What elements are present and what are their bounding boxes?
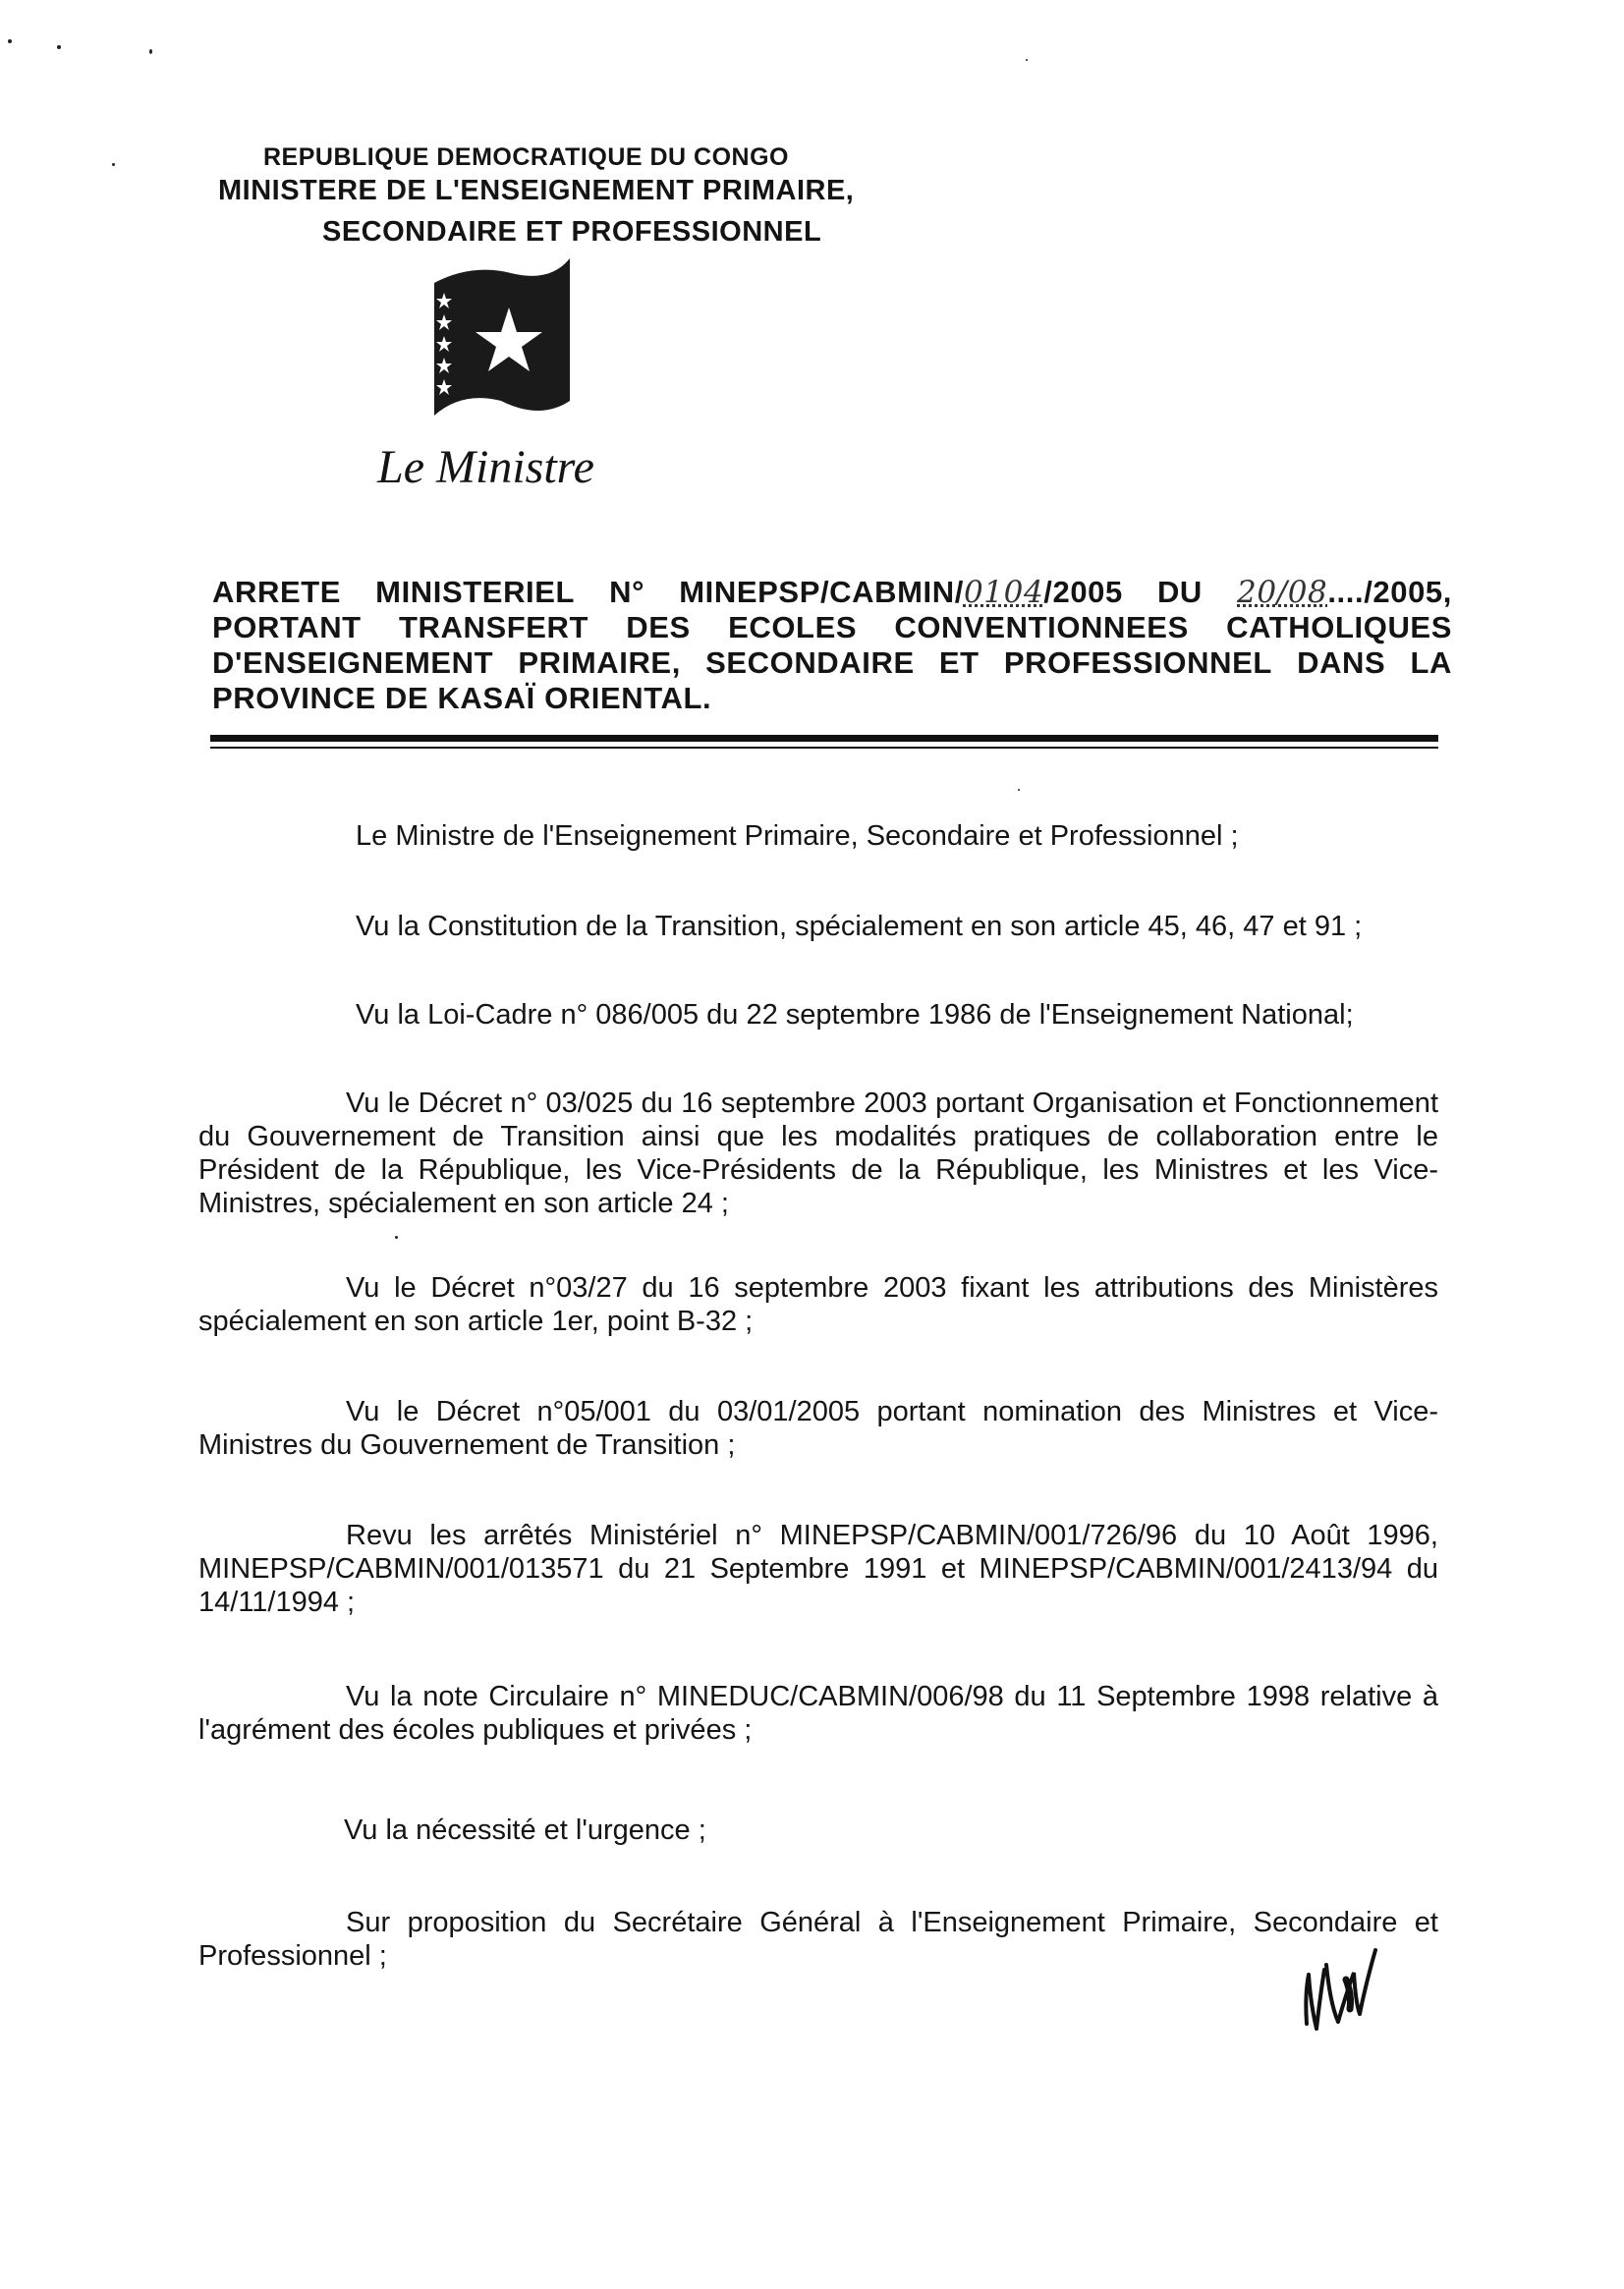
title-word: TRANSFERT (398, 610, 589, 644)
header-ministry: MINISTERE DE L'ENSEIGNEMENT PRIMAIRE, (218, 175, 855, 206)
decree-reference: MINEPSP/CABMIN/0104/2005 (679, 575, 1123, 610)
paragraph-minister: Le Ministre de l'Enseignement Primaire, Secondaire et Professionnel ; (356, 820, 1239, 852)
divider (210, 735, 1438, 742)
title-word: CATHOLIQUES (1226, 610, 1452, 644)
title-word: ET (938, 645, 980, 680)
divider (210, 747, 1438, 749)
paragraph-arretes: Revu les arrêtés Ministériel n° MINEPSP/CABMIN/001/726/96 du 10 Août 1996, MINEPSP/CABMIN/001/013571 du 21 Septembre 1991 et MINEPSP/CABMIN/001/2413/94 du 14/11/1994 ; (198, 1520, 1438, 1618)
title-word: DU (1156, 575, 1203, 609)
title-word: N° (609, 575, 645, 609)
paragraph-decret-03-27: Vu le Décret n°03/27 du 16 septembre 2003 fixant les attributions des Ministères spécialement en son article 1er, point B-32 ; (198, 1272, 1438, 1337)
title-word: D'ENSEIGNEMENT (212, 645, 494, 680)
title-word: ECOLES (728, 610, 858, 644)
decree-date: 20/08..../2005, (1237, 575, 1452, 610)
scan-speck (149, 49, 152, 54)
title-word: SECONDAIRE (705, 645, 915, 680)
scan-speck (1026, 59, 1028, 61)
signatory-title: Le Ministre (377, 441, 594, 493)
title-word: PROFESSIONNEL (1003, 645, 1272, 680)
scan-speck (1018, 789, 1020, 791)
header-ministry-cont: SECONDAIRE ET PROFESSIONNEL (322, 216, 822, 248)
decree-title-line-2 (212, 611, 1452, 644)
scan-speck (8, 39, 12, 43)
title-word: DANS (1297, 645, 1386, 680)
scan-speck (57, 45, 61, 49)
handwritten-number: 0104 (963, 575, 1044, 610)
handwritten-date: 20/08 (1237, 575, 1328, 610)
scan-speck (112, 163, 115, 166)
title-word: DES (626, 610, 691, 644)
flag-emblem-icon (422, 253, 574, 420)
paragraph-decret-03-025: Vu le Décret n° 03/025 du 16 septembre 2003 portant Organisation et Fonctionnement du Gouvernement de Transition ainsi que les modalités pratiques de collaboration entre le Président de la République, les Vice-Présidents de la République, les Ministres et les Vice-Ministres, spécialement en son article 24 ; (198, 1088, 1438, 1219)
paragraph-decret-05-001: Vu le Décret n°05/001 du 03/01/2005 portant nomination des Ministres et Vice-Ministres du Gouvernement de Transition ; (198, 1396, 1438, 1461)
handwritten-initials-icon (1287, 1935, 1395, 2043)
title-word: PORTANT (212, 610, 362, 644)
paragraph-urgence: Vu la nécessité et l'urgence ; (344, 1814, 706, 1846)
paragraph-proposition: Sur proposition du Secrétaire Général à l'Enseignement Primaire, Secondaire et Professionnel ; (198, 1907, 1438, 1972)
paragraph-circulaire: Vu la note Circulaire n° MINEDUC/CABMIN/006/98 du 11 Septembre 1998 relative à l'agrément des écoles publiques et privées ; (198, 1681, 1438, 1746)
title-word: LA (1410, 645, 1452, 680)
decree-title-line-3 (212, 646, 1452, 680)
paragraph-loi-cadre: Vu la Loi-Cadre n° 086/005 du 22 septembre 1986 de l'Enseignement National; (356, 999, 1354, 1031)
title-word: CONVENTIONNEES (894, 610, 1189, 644)
scan-speck (395, 1236, 398, 1239)
header-country: REPUBLIQUE DEMOCRATIQUE DU CONGO (263, 143, 789, 171)
title-word: ARRETE (212, 575, 342, 609)
decree-title-line-1 (212, 576, 1452, 609)
title-word: PRIMAIRE, (518, 645, 681, 680)
decree-title-line-4: PROVINCE DE KASAÏ ORIENTAL. (212, 681, 712, 715)
paragraph-constitution: Vu la Constitution de la Transition, spécialement en son article 45, 46, 47 et 91 ; (356, 911, 1363, 942)
title-word: MINISTERIEL (375, 575, 576, 609)
